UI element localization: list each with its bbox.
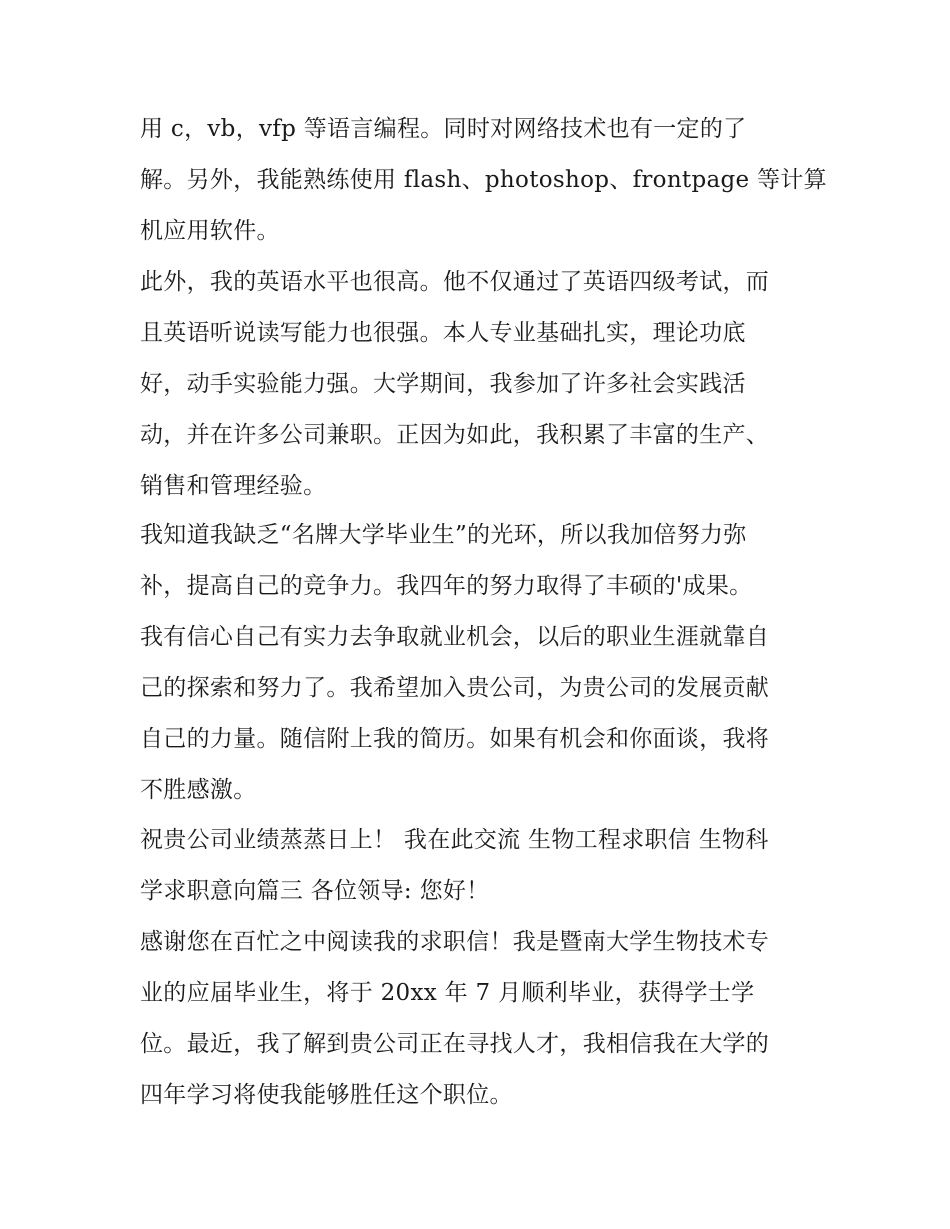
text-line: 我有信心自己有实力去争取就业机会，以后的职业生涯就靠自: [140, 624, 770, 650]
text-line: 不胜感激。: [140, 777, 257, 803]
text-line: 业的应届毕业生，将于 20xx 年 7 月顺利毕业，获得学士学: [140, 980, 755, 1006]
text-line: 用 c，vb，vfp 等语言编程。同时对网络技术也有一定的了: [140, 116, 747, 142]
text-line: 我知道我缺乏“名牌大学毕业生”的光环，所以我加倍努力弥: [140, 522, 747, 548]
text-line: 自己的力量。随信附上我的简历。如果有机会和你面谈，我将: [140, 726, 770, 752]
text-line: 补，提高自己的竞争力。我四年的努力取得了丰硕的'成果。: [140, 573, 753, 599]
text-line: 销售和管理经验。: [140, 473, 327, 499]
text-line: 祝贵公司业绩蒸蒸日上！ 我在此交流 生物工程求职信 生物科: [140, 827, 769, 853]
text-line: 学求职意向篇三 各位领导: 您好！: [140, 878, 490, 904]
text-line: 己的探索和努力了。我希望加入贵公司，为贵公司的发展贡献: [140, 675, 770, 701]
text-line: 此外，我的英语水平也很高。他不仅通过了英语四级考试，而: [140, 269, 770, 295]
text-line: 四年学习将使我能够胜任这个职位。: [140, 1082, 513, 1108]
text-line: 机应用软件。: [140, 218, 280, 244]
text-line: 且英语听说读写能力也很强。本人专业基础扎实，理论功底: [140, 320, 746, 346]
text-line: 动，并在许多公司兼职。正因为如此，我积累了丰富的生产、: [140, 422, 770, 448]
text-line: 解。另外，我能熟练使用 flash、photoshop、frontpage 等计算: [140, 167, 827, 193]
text-line: 位。最近，我了解到贵公司正在寻找人才，我相信我在大学的: [140, 1031, 770, 1057]
text-line: 感谢您在百忙之中阅读我的求职信！我是暨南大学生物技术专: [140, 929, 770, 955]
text-line: 好，动手实验能力强。大学期间，我参加了许多社会实践活: [140, 371, 746, 397]
